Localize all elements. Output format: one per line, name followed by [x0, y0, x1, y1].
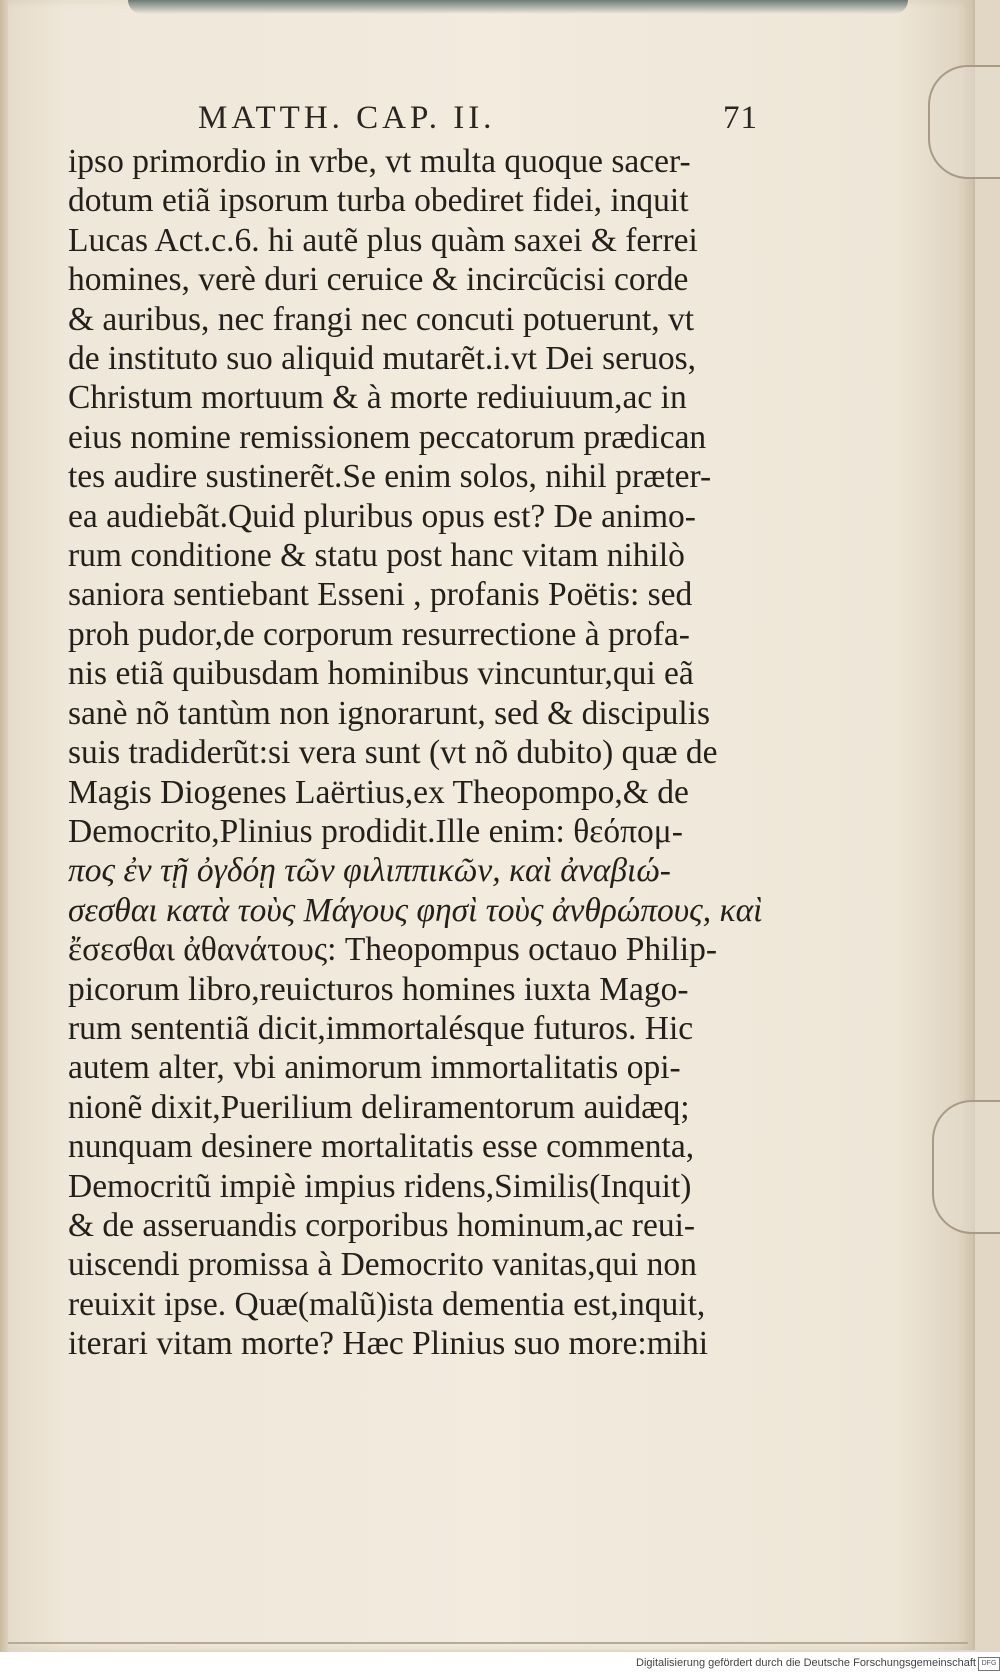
text-line: homines, verè duri ceruice & incircũcisi corde: [68, 261, 689, 299]
digitization-footer: [0, 1652, 1000, 1675]
text-line: nis etiã quibusdam hominibus vincuntur,qui eã: [68, 655, 694, 693]
text-line: tes audire sustinerẽt.Se enim solos, nihil præter-: [68, 458, 712, 496]
text-line: reuixit ipse. Quæ(malũ)ista dementia est,inquit,: [68, 1285, 706, 1323]
text-line: de instituto suo aliquid mutarẽt.i.vt Dei seruos,: [68, 340, 697, 378]
text-line: dotum etiã ipsorum turba obediret fidei, inquit: [68, 182, 689, 220]
text-line: sanè nõ tantùm non ignorarunt, sed & discipulis: [68, 694, 710, 732]
text-line: ea audiebãt.Quid pluribus opus est? De animo-: [68, 497, 696, 535]
funding-credit: Digitalisierung gefördert durch die Deutsche Forschungsgemeinschaft: [636, 1657, 976, 1669]
text-line: proh pudor,de corporum resurrectione à profa-: [68, 615, 690, 653]
page-header: [198, 90, 758, 140]
text-line: autem alter, vbi animorum immortalitatis opi-: [68, 1049, 681, 1087]
top-binding-shadow: [128, 0, 908, 14]
greek-text-line: πος ἐν τῇ ὀγδόῃ τῶν φιλιππικῶν, καὶ ἀναβιώ-: [68, 852, 671, 890]
text-block: [68, 142, 768, 1364]
page-number: 71: [723, 100, 758, 136]
page-bottom-edge: [8, 1642, 968, 1644]
text-line: Democritũ impiè impius ridens,Similis(Inquit): [68, 1167, 692, 1205]
text-line: nunquam desinere mortalitatis esse commenta,: [68, 1128, 695, 1166]
text-line: & de asseruandis corporibus hominum,ac reui-: [68, 1206, 696, 1244]
text-line: nionẽ dixit,Puerilium deliramentorum auidæq;: [68, 1088, 690, 1126]
text-line: ipso primordio in vrbe, vt multa quoque sacer-: [68, 143, 691, 180]
text-line: uiscendi promissa à Democrito vanitas,qui non: [68, 1246, 697, 1284]
text-line: eius nomine remissionem peccatorum prædican: [68, 418, 707, 456]
dfg-logo: DFG: [978, 1657, 1000, 1671]
text-line: iterari vitam morte? Hæc Plinius suo more:mihi: [68, 1325, 709, 1363]
text-line: Democrito,Plinius prodidit.Ille enim: θεόπομ-: [68, 812, 683, 850]
text-line: & auribus, nec frangi nec concuti potuerunt, vt: [68, 300, 695, 338]
text-line: Christum mortuum & à morte rediuiuum,ac in: [68, 379, 687, 417]
text-line: ἔσεσθαι ἀθανάτους: Theopompus octauo Philip-: [68, 931, 718, 969]
text-line: picorum libro,reuicturos homines iuxta Mago-: [68, 970, 689, 1008]
page-clasp-bottom: [932, 1100, 1000, 1234]
text-line: Lucas Act.c.6. hi autẽ plus quàm saxei & ferrei: [68, 221, 698, 259]
page-clasp-top: [928, 65, 1000, 179]
book-page: [8, 0, 975, 1650]
text-line: saniora sentiebant Esseni , profanis Poëtis: sed: [68, 576, 693, 614]
text-line: rum conditione & statu post hanc vitam nihilò: [68, 537, 685, 575]
greek-text-line: σεσθαι κατὰ τοὺς Μάγους φησὶ τοὺς ἀνθρώπους, καὶ: [68, 891, 763, 929]
text-line: rum sententiã dicit,immortalésque futuros. Hic: [68, 1009, 694, 1047]
running-head: MATTH. CAP. II.: [198, 100, 496, 136]
text-line: suis tradiderũt:si vera sunt (vt nõ dubito) quæ de: [68, 734, 718, 772]
text-line: Magis Diogenes Laërtius,ex Theopompo,& de: [68, 773, 689, 811]
